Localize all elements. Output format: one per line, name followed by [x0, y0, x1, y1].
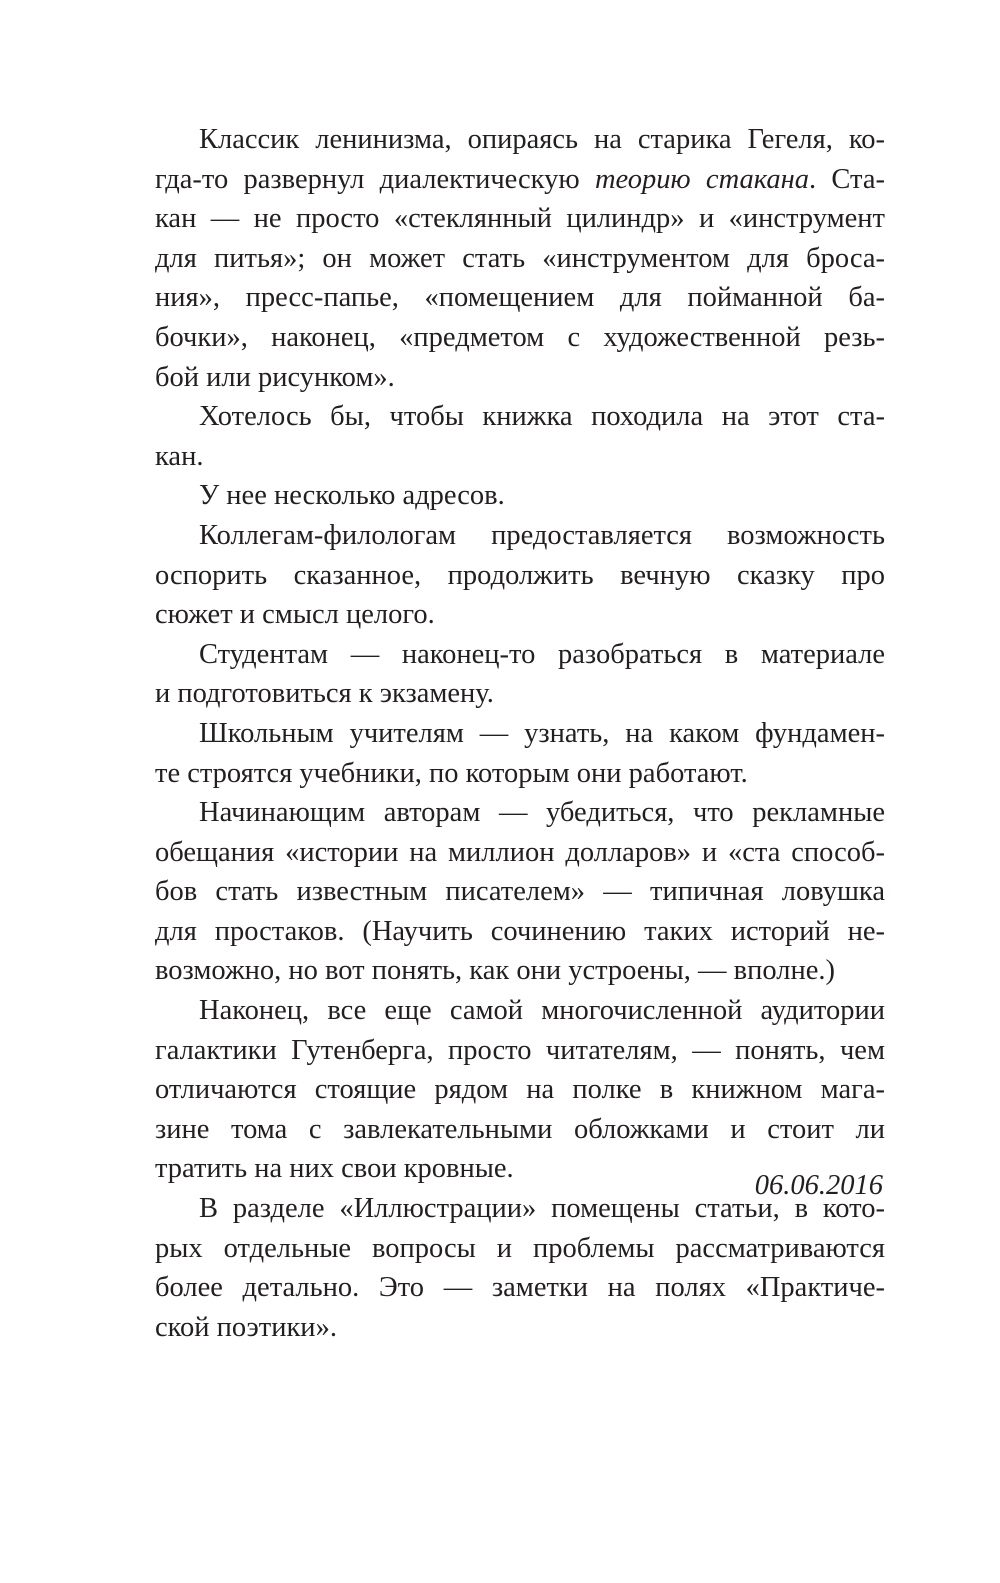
text-line: обещания «истории на миллион долларов» и «ста способ- — [155, 836, 885, 868]
text-line: Хотелось бы, чтобы книжка походила на этот ста- — [199, 401, 885, 433]
text-line — [155, 160, 885, 200]
paragraph — [155, 516, 885, 635]
text-line: зине тома с завлекательными обложками и стоит ли — [155, 1113, 885, 1145]
paragraph — [155, 793, 885, 991]
text-line: и подготовиться к экзамену. — [155, 678, 494, 710]
text-line: Начинающим авторам — убедиться, что рекламные — [199, 797, 885, 829]
text-line: для питья»; он может стать «инструментом для броса- — [155, 242, 885, 274]
paragraph — [155, 397, 885, 476]
body-text — [155, 120, 885, 1347]
text-line: рых отдельные вопросы и проблемы рассматриваются — [155, 1232, 885, 1264]
paragraph — [155, 991, 885, 1189]
text-line: Студентам — наконец-то разобраться в материале — [199, 638, 885, 670]
paragraph — [155, 635, 885, 714]
date: 06.06.2016 — [754, 1170, 883, 1201]
text-line: для простаков. (Научить сочинению таких историй не- — [155, 915, 885, 947]
text-line: кан. — [155, 440, 204, 472]
text-line: тратить на них свои кровные. — [155, 1153, 514, 1185]
text-line: галактики Гутенберга, просто читателям, — понять, чем — [155, 1034, 885, 1066]
paragraph — [155, 120, 885, 397]
text-segment: гда-то развернул диалектическую — [155, 163, 595, 195]
text-line: возможно, но вот понять, как они устроены, — вполне.) — [155, 955, 836, 987]
text-line: Классик ленинизма, опираясь на старика Гегеля, ко- — [199, 124, 885, 155]
text-line: Школьным учителям — узнать, на каком фундамен- — [199, 717, 885, 749]
paragraph — [155, 714, 885, 793]
text-line: ния», пресс-папье, «помещением для пойманной ба- — [155, 282, 885, 314]
text-line: Наконец, все еще самой многочисленной аудитории — [199, 995, 885, 1027]
paragraph — [155, 1189, 885, 1347]
text-line: бов стать известным писателем» — типичная ловушка — [155, 876, 885, 908]
text-line: бой или рисунком». — [155, 361, 395, 393]
text-line: У нее несколько адресов. — [199, 480, 505, 512]
italic-term: теорию стакана — [594, 163, 810, 195]
text-line: бочки», наконец, «предметом с художественной резь- — [155, 321, 885, 353]
text-line: оспорить сказанное, продолжить вечную сказку про — [155, 559, 885, 591]
text-line: ской поэтики». — [155, 1311, 337, 1343]
text-line: В разделе «Иллюстрации» помещены статьи, в кото- — [199, 1193, 885, 1225]
text-line: кан — не просто «стеклянный цилиндр» и «инструмент — [155, 203, 885, 235]
text-line: отличаются стоящие рядом на полке в книжном мага- — [155, 1074, 885, 1106]
paragraph — [155, 476, 885, 516]
text-line: Коллегам-филологам предоставляется возможность — [199, 519, 885, 551]
text-segment: . Ста- — [809, 163, 885, 195]
text-line: те строятся учебники, по которым они работают. — [155, 757, 748, 789]
text-line: более детально. Это — заметки на полях «Практиче- — [155, 1272, 885, 1304]
text-line: сюжет и смысл целого. — [155, 599, 435, 631]
